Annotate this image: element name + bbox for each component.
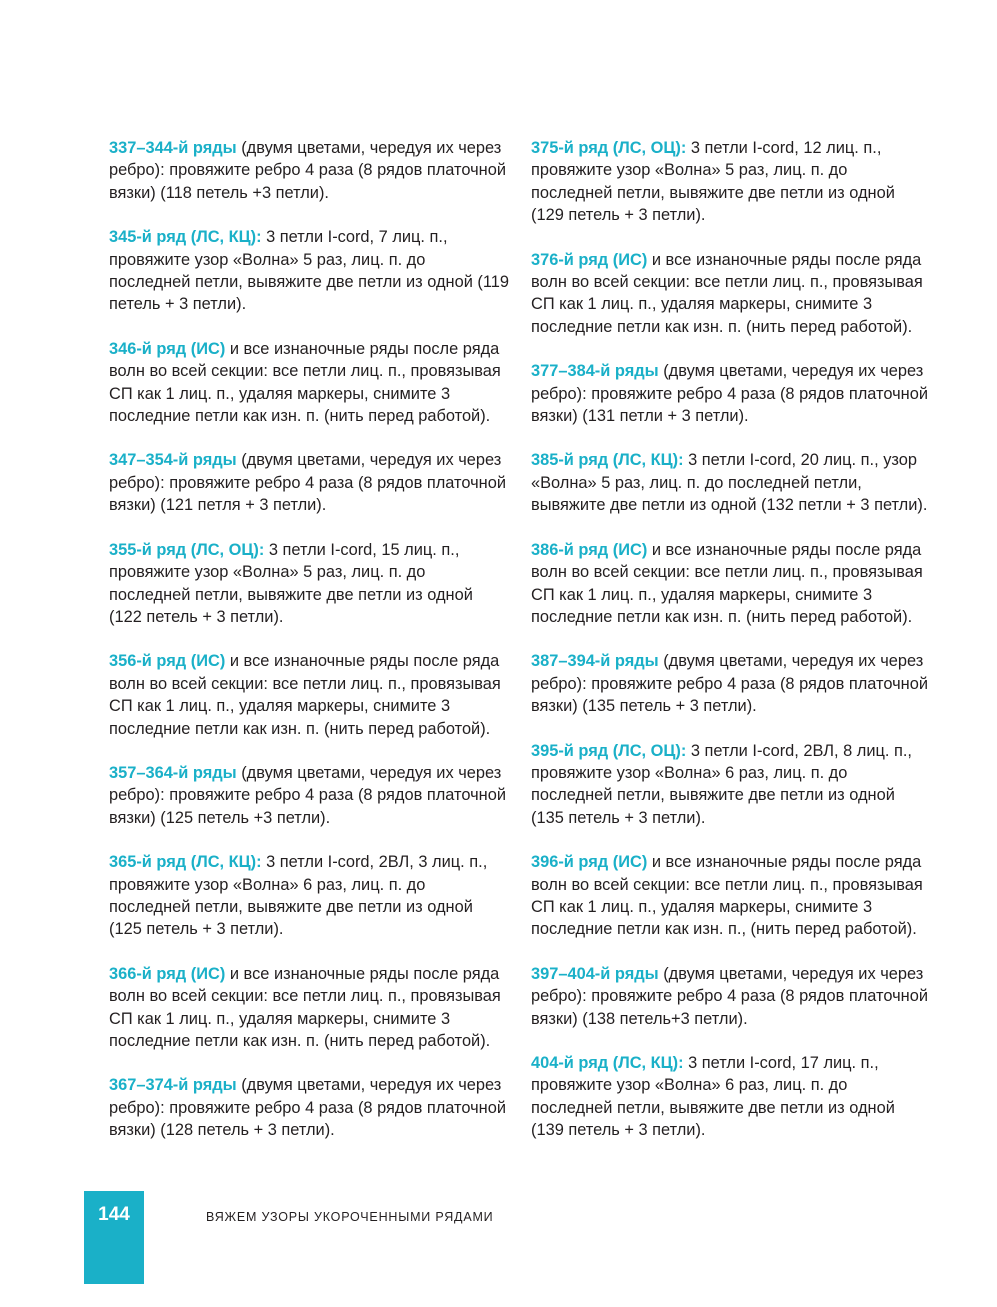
row-label: 355-й ряд (ЛС, ОЦ): [109,540,265,559]
row-label: 397–404-й ряды [531,964,659,983]
row-label: 356-й ряд (ИС) [109,652,226,671]
row-label: 367–374-й ряды [109,1076,237,1095]
row-instruction [531,137,931,227]
row-instruction [531,851,931,941]
row-text: и все изнаночные ряды после ряда волн во всей секции: все петли лиц. п., провязывая СП как 1 лиц. п., удаляя маркеры, снимите 3 последние петли как изн. п., (нить перед работой). [531,853,923,939]
row-text: 3 петли I-cord, 2ВЛ, 3 лиц. п., провяжите узор «Волна» 6 раз, лиц. п. до последней петли, вывяжите две петли из одной (125 петель + 3 петли). [109,853,488,939]
row-label: 345-й ряд (ЛС, КЦ): [109,228,262,247]
row-text: (двумя цветами, чередуя их через ребро): провяжите ребро 4 раза (8 рядов платочной вязки) (118 петель +3 петли). [109,139,506,202]
row-instruction [109,650,509,740]
row-text: (двумя цветами, чередуя их через ребро): провяжите ребро 4 раза (8 рядов платочной вязки) (121 петля + 3 петли). [109,451,506,515]
row-label: 395-й ряд (ЛС, ОЦ): [531,741,687,760]
row-label: 387–394-й ряды [531,652,659,671]
row-text: и все изнаночные ряды после ряда волн во всей секции: все петли лиц. п., провязывая СП как 1 лиц. п., удаляя маркеры, снимите 3 последние петли как изн. п. (нить перед работой). [109,964,501,1050]
row-text: 3 петли I-cord, 12 лиц. п., провяжите узор «Волна» 5 раз, лиц. п. до последней петли, вывяжите две петли из одной (129 петель + 3 петли). [531,139,895,225]
row-label: 375-й ряд (ЛС, ОЦ): [531,139,687,157]
row-text: и все изнаночные ряды после ряда волн во всей секции: все петли лиц. п., провязывая СП как 1 лиц. п., удаляя маркеры, снимите 3 последние петли как изн. п. (нить перед работой). [109,652,501,738]
row-instruction [109,338,509,428]
row-text: 3 петли I-cord, 17 лиц. п., провяжите узор «Волна» 6 раз, лиц. п. до последней петли, вывяжите две петли из одной (139 петель + 3 петли). [531,1054,895,1140]
row-instruction [531,740,931,830]
row-text: (двумя цветами, чередуя их через ребро): провяжите ребро 4 раза (8 рядов платочной вязки) (138 петель+3 петли). [531,964,928,1028]
row-text: (двумя цветами, чередуя их через ребро): провяжите ребро 4 раза (8 рядов платочной вязки) (128 петель + 3 петли). [109,1076,506,1140]
row-label: 385-й ряд (ЛС, КЦ): [531,451,684,470]
row-label: 365-й ряд (ЛС, КЦ): [109,853,262,872]
page-number: 144 [98,1204,130,1225]
row-instruction [109,449,509,516]
row-text: (двумя цветами, чередуя их через ребро): провяжите ребро 4 раза (8 рядов платочной вязки) (131 петли + 3 петли). [531,362,928,426]
row-instruction [531,249,931,339]
row-label: 376-й ряд (ИС) [531,250,648,269]
row-label: 377–384-й ряды [531,362,659,381]
row-label: 386-й ряд (ИС) [531,540,648,559]
row-text: 3 петли I-cord, 20 лиц. п., узор «Волна» 5 раз, лиц. п. до последней петли, вывяжите две петли из одной (132 петли + 3 петли). [531,451,928,515]
row-label: 347–354-й ряды [109,451,237,470]
row-instruction [109,539,509,629]
row-instruction [109,1074,509,1141]
row-instruction [531,963,931,1030]
row-text: и все изнаночные ряды после ряда волн во всей секции: все петли лиц. п., провязывая СП как 1 лиц. п., удаляя маркеры, снимите 3 последние петли как изн. п. (нить перед работой). [531,540,923,626]
row-instruction [109,762,509,829]
row-text: 3 петли I-cord, 15 лиц. п., провяжите узор «Волна» 5 раз, лиц. п. до последней петли, вывяжите две петли из одной (122 петель + 3 петли). [109,540,473,626]
row-text: 3 петли I-cord, 7 лиц. п., провяжите узор «Волна» 5 раз, лиц. п. до последней петли, вывяжите две петли из одной (119 петель + 3 петли). [109,228,509,314]
row-text: и все изнаночные ряды после ряда волн во всей секции: все петли лиц. п., провязывая СП как 1 лиц. п., удаляя маркеры, снимите 3 последние петли как изн. п. (нить перед работой). [531,250,923,336]
row-instruction [109,851,509,941]
row-text: и все изнаночные ряды после ряда волн во всей секции: все петли лиц. п., провязывая СП как 1 лиц. п., удаляя маркеры, снимите 3 последние петли как изн. п. (нить перед работой). [109,339,501,426]
right-column [531,137,931,1164]
row-instruction [531,1052,931,1142]
row-instruction [109,137,509,204]
row-label: 357–364-й ряды [109,763,237,782]
row-instruction [109,963,509,1053]
row-instruction [109,226,509,316]
row-label: 366-й ряд (ИС) [109,964,226,983]
row-text: (двумя цветами, чередуя их через ребро): провяжите ребро 4 раза (8 рядов платочной вязки) (135 петель + 3 петли). [531,652,928,716]
row-label: 404-й ряд (ЛС, КЦ): [531,1054,684,1072]
left-column [109,137,509,1164]
row-instruction [531,360,931,427]
row-label: 337–344-й ряды [109,139,237,157]
row-text: 3 петли I-cord, 2ВЛ, 8 лиц. п., провяжите узор «Волна» 6 раз, лиц. п. до последней петли, вывяжите две петли из одной (135 петель + 3 петли). [531,741,912,827]
row-text: (двумя цветами, чередуя их через ребро): провяжите ребро 4 раза (8 рядов платочной вязки) (125 петель +3 петли). [109,763,506,827]
row-instruction [531,650,931,717]
row-instruction [531,449,931,516]
row-label: 346-й ряд (ИС) [109,339,226,358]
row-instruction [531,539,931,629]
running-title: ВЯЖЕМ УЗОРЫ УКОРОЧЕННЫМИ РЯДАМИ [206,1210,494,1224]
row-label: 396-й ряд (ИС) [531,853,648,872]
